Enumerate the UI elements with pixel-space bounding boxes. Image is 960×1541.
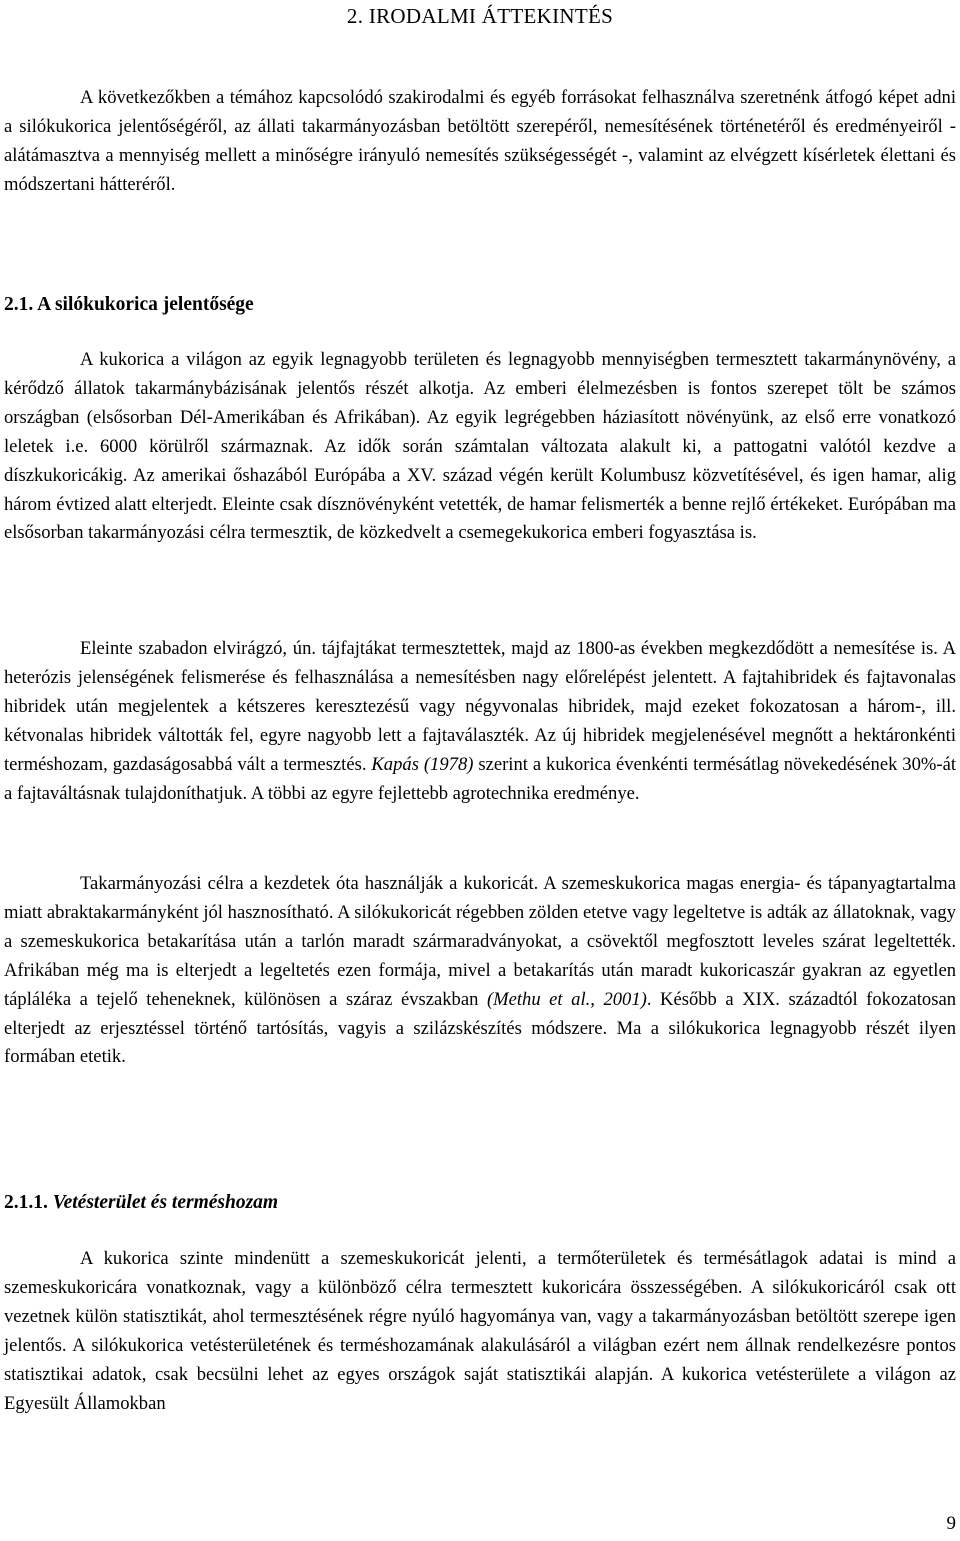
section-number: 2.1. — [4, 294, 34, 315]
section-heading-2-1-1 — [4, 1189, 278, 1217]
intro-paragraph: A következőkben a témához kapcsolódó szakirodalmi és egyéb forrásokat felhasználva szeretnénk átfogó képet adni a silókukorica jelentőségéről, az állati takarmányozásban betöltött szerepéről, nemesítésének történetéről és eredményeiről - alátámasztva a mennyiség mellett a minőségre irányuló nemesítés szükségességét -, valamint az elvégzett kísérletek élettani és módszertani hátteréről. — [4, 87, 956, 195]
body-paragraph: A kukorica szinte mindenütt a szemeskukoricát jelenti, a termőterületek és termésátlagok adatai is mind a szemeskukoricára vonatkoznak, vagy a különböző célra termesztett kukoricára összességében. A silókukoricáról csak ott vezetnek külön statisztikát, ahol termesztésének régre nyúló hagyománya van, vagy a takarmányozásban betöltött szerepe igen jelentős. A silókukorica vetésterületének és terméshozamának alakulásáról a világban ezért nem állnak rendelkezésre pontos statisztikai adatok, csak becsülni lehet az egyes országok saját statisztikái alapján. A kukorica vetésterülete a világon az Egyesült Államokban — [4, 1248, 956, 1414]
paragraph-text: szerint a kukorica évenkénti termésátlag növekedésének 30%-át a fajtaváltásnak tulajdoníthatjuk. A többi az egyre fejlettebb agrotechnika eredménye. — [4, 753, 956, 804]
citation: Kapás (1978) — [371, 753, 474, 775]
chapter-title: 2. IRODALMI ÁTTEKINTÉS — [346, 4, 614, 28]
body-paragraph: A kukorica a világon az egyik legnagyobb területen és legnagyobb mennyiségben termesztett takarmánynövény, a kérődző állatok takarmánybázisának jelentős részét alkotja. Az emberi élelmezésben is fontos szerepet tölt be számos országban (elsősorban Dél-Amerikában és Afrikában). Az egyik legrégebben háziasított növényünk, az első erre vonatkozó leletek i.e. 6000 körülről származnak. Az idők során számtalan változata alakult ki, a pattogatni valótól kezdve a díszkukoricákig. Az amerikai őshazából Európába a XV. század végén került Kolumbusz közvetítésével, és igen hamar, alig három évtized alatt elterjedt. Eleinte csak dísznövényként vetették, de hamar felismerték a benne rejlő értékeket. Európában ma elsősorban takarmányozási célra termesztik, de közkedvelt a csemegekukorica emberi fogyasztása is. — [4, 349, 956, 544]
paragraph-text: Takarmányozási célra a kezdetek óta használják a kukoricát. A szemeskukorica magas energia- és tápanyagtartalma miatt abraktakarmányként jól hasznosítható. A silókukoricát régebben zölden etetve vagy legeltetve is adták az állatoknak, vagy a szemeskukorica betakarítása után a tarlón maradt szármaradványokat, a csövektől megfosztott leveles szárat legeltették. Afrikában még ma is elterjedt a legeltetés ezen formája, mivel a betakarítás után maradt kukoricaszár gyakran az egyetlen tápláléka a tejelő teheneknek, különösen a száraz évszakban — [4, 873, 956, 1010]
section-heading-2-1 — [4, 291, 254, 319]
section-title: Vetésterület és terméshozam — [52, 1192, 279, 1213]
body-paragraph — [4, 870, 956, 1072]
paragraph-text: . Később a XIX. századtól fokozatosan elterjedt az erjesztéssel történő tartósítás, vagyis a szilázskészítés módszere. Ma a silókukorica legnagyobb részét ilyen formában etetik. — [4, 988, 957, 1068]
section-title: A silókukorica jelentősége — [37, 294, 254, 315]
body-paragraph — [4, 635, 956, 808]
citation: (Methu et al., 2001) — [486, 988, 647, 1010]
paragraph-text: Eleinte szabadon elvirágzó, ún. tájfajtákat termesztettek, majd az 1800-as években megkezdődött a nemesítése is. A heterózis jelenségének felismerése és felhasználása a nemesítésben nagy előrelépést jelentett. A fajtahibridek és fajtavonalas hibridek után megjelentek a kétszeres keresztezésű vagy négyvonalas hibridek, majd ezeket fokozatosan a három-, ill. kétvonalas hibridek váltották fel, egyre nagyobb lett a fajtaválaszték. Az új hibridek megjelenésével megnőtt a hektáronkénti terméshozam, gazdaságosabbá vált a termesztés. — [4, 638, 956, 775]
page-number: 9 — [946, 1513, 956, 1534]
section-number: 2.1.1. — [4, 1192, 48, 1213]
